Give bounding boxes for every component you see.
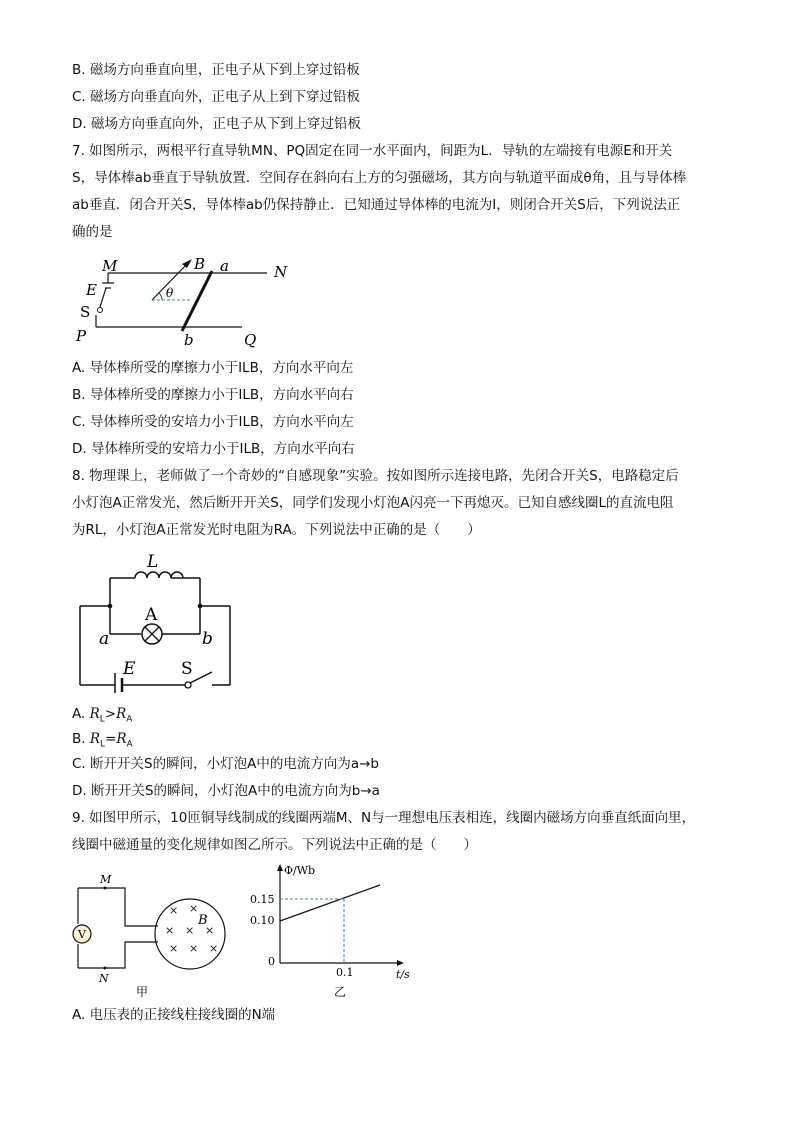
label-S: S <box>80 303 91 321</box>
label-A: A <box>145 605 158 625</box>
label-Q: Q <box>244 331 257 349</box>
label-B: B <box>194 255 206 273</box>
question-9-line1: 9. 如图甲所示，10匝铜导线制成的线圈两端M、N与一理想电压表相连，线圈内磁场方向垂直纸面向里， <box>72 810 696 826</box>
svg-text:×: × <box>189 902 199 915</box>
question-7-line1: 7. 如图所示，两根平行直导轨MN、PQ固定在同一水平面内，间距为L．导轨的左端接有电源E和开关 <box>72 143 673 159</box>
question-8-line1: 8. 物理课上，老师做了一个奇妙的“自感现象”实验。按如图所示连接电路，先闭合开关S，电路稳定后 <box>72 468 679 484</box>
svg-text:×: × <box>169 904 179 917</box>
question-7-line4: 确的是 <box>72 224 113 240</box>
option-d-q6: D. 磁场方向垂直向外，正电子从下到上穿过铅板 <box>72 116 361 132</box>
label-S: S <box>181 659 193 679</box>
question-8-line3: 为RL，小灯泡A正常发光时电阻为RA。下列说法中正确的是（ ） <box>72 522 481 538</box>
label-E: E <box>86 281 97 299</box>
option-c-q6: C. 磁场方向垂直向外，正电子从上到下穿过铅板 <box>72 89 361 105</box>
question-8-line2: 小灯泡A正常发光，然后断开开关S，同学们发现小灯泡A闪亮一下再熄灭。已知自感线圈L的直流电阻 <box>72 495 674 511</box>
svg-text:×: × <box>189 942 199 955</box>
option-d-q8: D. 断开开关S的瞬间，小灯泡A中的电流方向为b→a <box>72 783 380 799</box>
option-a-q9: A. 电压表的正接线柱接线圈的N端 <box>72 1007 276 1023</box>
svg-text:×: × <box>209 942 219 955</box>
option-c-q7: C. 导体棒所受的安培力小于ILB，方向水平向左 <box>72 414 354 430</box>
label-N: N <box>99 972 109 985</box>
label-E: E <box>123 659 136 679</box>
tick-0-1: 0.1 <box>336 966 354 979</box>
svg-text:×: × <box>205 924 215 937</box>
label-theta: θ <box>166 286 174 300</box>
option-b-q8: B. $R_L=R_A$ <box>72 731 133 750</box>
figure-9-flux-graph <box>250 858 420 1000</box>
option-a-q7: A. 导体棒所受的摩擦力小于ILB，方向水平向左 <box>72 360 354 376</box>
svg-text:×: × <box>169 942 179 955</box>
tick-0-10: 0.10 <box>250 914 275 927</box>
option-b-q6: B. 磁场方向垂直向里，正电子从下到上穿过铅板 <box>72 62 360 78</box>
label-b: b <box>202 629 213 649</box>
option-a-q8: A. $R_L>R_A$ <box>72 706 133 725</box>
figure-9-coil <box>70 872 240 1000</box>
label-a: a <box>99 629 110 649</box>
question-7-line2: S，导体棒ab垂直于导轨放置．空间存在斜向右上方的匀强磁场，其方向与轨道平面成θ角，且与导体棒 <box>72 170 687 186</box>
option-d-q7: D. 导体棒所受的安培力小于ILB，方向水平向右 <box>72 441 355 457</box>
option-b-q7: B. 导体棒所受的摩擦力小于ILB，方向水平向右 <box>72 387 354 403</box>
figure-7-rails <box>72 255 302 350</box>
label-M: M <box>100 873 112 886</box>
svg-text:×: × <box>165 924 175 937</box>
caption-jia: 甲 <box>136 985 149 999</box>
svg-text:×: × <box>185 924 195 937</box>
label-N: N <box>274 263 288 281</box>
question-7-line3: ab垂直．闭合开关S，导体棒ab仍保持静止．已知通过导体棒的电流为I，则闭合开关S后，下列说法正 <box>72 197 681 213</box>
x-axis-label: t/s <box>396 968 410 981</box>
tick-0-15: 0.15 <box>250 893 275 906</box>
caption-yi: 乙 <box>334 985 347 999</box>
label-a: a <box>220 257 229 275</box>
label-M: M <box>102 257 118 275</box>
question-9-line2: 线圈中磁通量的变化规律如图乙所示。下列说法中正确的是（ ） <box>72 837 477 853</box>
label-V: V <box>78 928 86 941</box>
label-P: P <box>76 327 87 345</box>
label-b: b <box>184 331 194 349</box>
y-axis-label: Φ/Wb <box>284 864 316 877</box>
label-B: B <box>198 913 208 928</box>
tick-origin: 0 <box>268 955 275 968</box>
label-L: L <box>147 552 159 572</box>
figure-8-circuit <box>75 548 240 693</box>
option-c-q8: C. 断开开关S的瞬间，小灯泡A中的电流方向为a→b <box>72 756 379 772</box>
